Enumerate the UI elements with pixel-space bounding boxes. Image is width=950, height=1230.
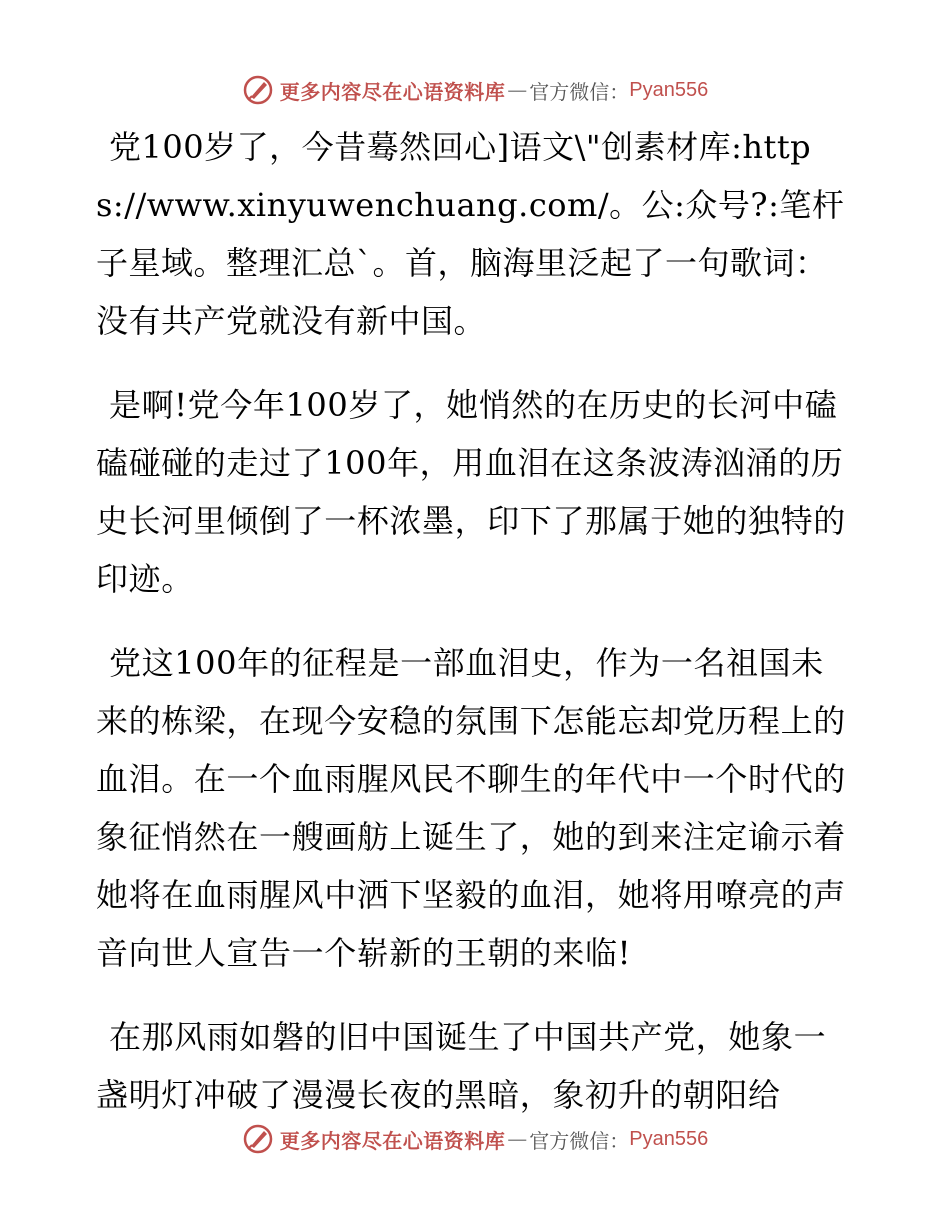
paragraph-3: 党这100年的征程是一部血泪史，作为一名祖国未来的栋梁，在现今安稳的氛围下怎能忘却党历程上的血泪。在一个血雨腥风民不聊生的年代中一个时代的象征悄然在一艘画舫上诞生了，她的到来注定谕示着她将在血雨腥风中洒下坚毅的血泪，她将用嘹亮的声音向世人宣告一个崭新的王朝的来临! (96, 644, 846, 972)
header-wechat-label: 官方微信： (529, 79, 630, 104)
footer-wechat-label: 官方微信： (529, 1128, 630, 1153)
document-body (96, 118, 856, 1150)
header-separator: — (507, 78, 528, 102)
paragraph-1: 党100岁了，今昔蓦然回心]语文\"创素材库:https://www.xinyuwenchuang.com/。公:众号?:笔杆子星域。整理汇总`。首，脑海里泛起了一句歌词：没有共产党就没有新中国。 (96, 128, 845, 340)
header-banner (0, 70, 950, 110)
quill-pen-circle-icon (242, 1123, 274, 1155)
header-brand-text: 更多内容尽在心语资料库 (279, 79, 506, 104)
header-wechat-id: Pyan556 (629, 78, 709, 101)
footer-brand-text: 更多内容尽在心语资料库 (279, 1128, 506, 1153)
paragraph-4: 在那风雨如磐的旧中国诞生了中国共产党，她象一盏明灯冲破了漫漫长夜的黑暗，象初升的朝阳给 (96, 1018, 827, 1114)
quill-pen-circle-icon (242, 74, 274, 106)
footer-wechat-id: Pyan556 (629, 1127, 709, 1150)
paragraph-2: 是啊!党今年100岁了，她悄然的在历史的长河中磕磕碰碰的走过了100年，用血泪在这条波涛汹涌的历史长河里倾倒了一杯浓墨，印下了那属于她的独特的印迹。 (96, 386, 846, 598)
footer-separator: — (507, 1127, 528, 1151)
footer-banner (0, 1119, 950, 1159)
